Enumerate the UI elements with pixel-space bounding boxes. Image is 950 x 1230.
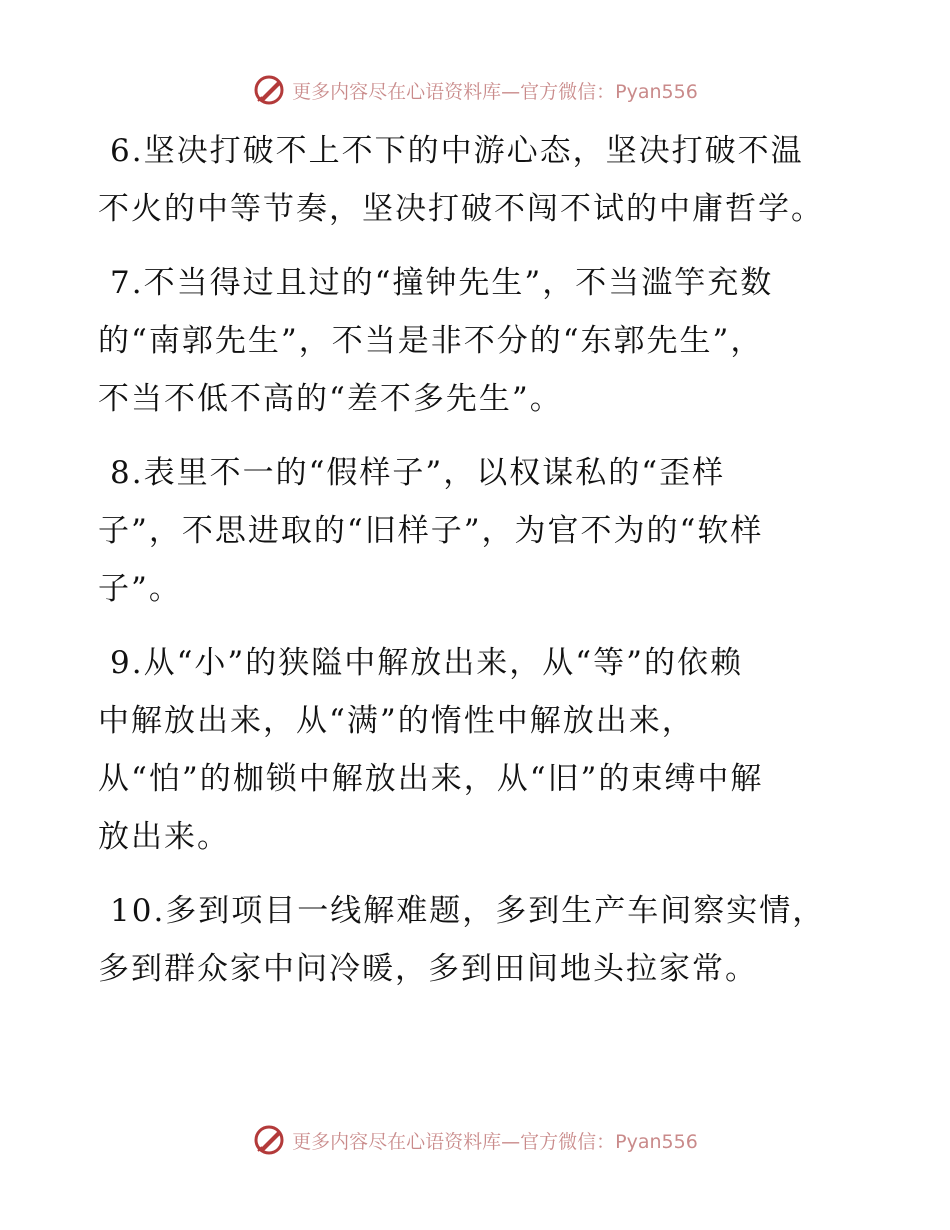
paragraph-6 — [98, 122, 858, 238]
watermark-text: 更多内容尽在心语资料库—官方微信：Pyan556 — [292, 1130, 698, 1153]
text-line: 10.多到项目一线解难题，多到生产车间察实情， — [110, 893, 826, 929]
text-line: 子”，不思进取的“旧样子”，为官不为的“软样 — [98, 513, 764, 549]
text-line: 中解放出来，从“满”的惰性中解放出来， — [98, 703, 695, 739]
text-line: 多到群众家中问冷暖，多到田间地头拉家常。 — [98, 951, 758, 987]
quill-circle-logo-icon — [252, 73, 286, 107]
watermark-text: 更多内容尽在心语资料库—官方微信：Pyan556 — [292, 80, 698, 103]
text-line: 9.从“小”的狭隘中解放出来，从“等”的依赖 — [110, 645, 743, 681]
text-line: 7.不当得过且过的“撞钟先生”，不当滥竽充数 — [110, 265, 774, 301]
text-line: 的“南郭先生”，不当是非不分的“东郭先生”， — [98, 323, 764, 359]
text-line: 8.表里不一的“假样子”，以权谋私的“歪样 — [110, 455, 726, 491]
paragraph-9 — [98, 634, 858, 866]
paragraph-10 — [98, 882, 858, 998]
footer-watermark — [0, 1120, 950, 1160]
document-body — [98, 122, 858, 1014]
text-line: 不火的中等节奏，坚决打破不闯不试的中庸哲学。 — [98, 191, 824, 227]
text-line: 6.坚决打破不上不下的中游心态，坚决打破不温 — [110, 133, 804, 169]
quill-circle-logo-icon — [252, 1123, 286, 1157]
text-line: 不当不低不高的“差不多先生”。 — [98, 381, 563, 417]
header-watermark — [0, 70, 950, 110]
text-line: 从“怕”的枷锁中解放出来，从“旧”的束缚中解 — [98, 761, 764, 797]
text-line: 子”。 — [98, 571, 182, 607]
paragraph-8 — [98, 444, 858, 618]
text-line: 放出来。 — [98, 819, 230, 855]
paragraph-7 — [98, 254, 858, 428]
